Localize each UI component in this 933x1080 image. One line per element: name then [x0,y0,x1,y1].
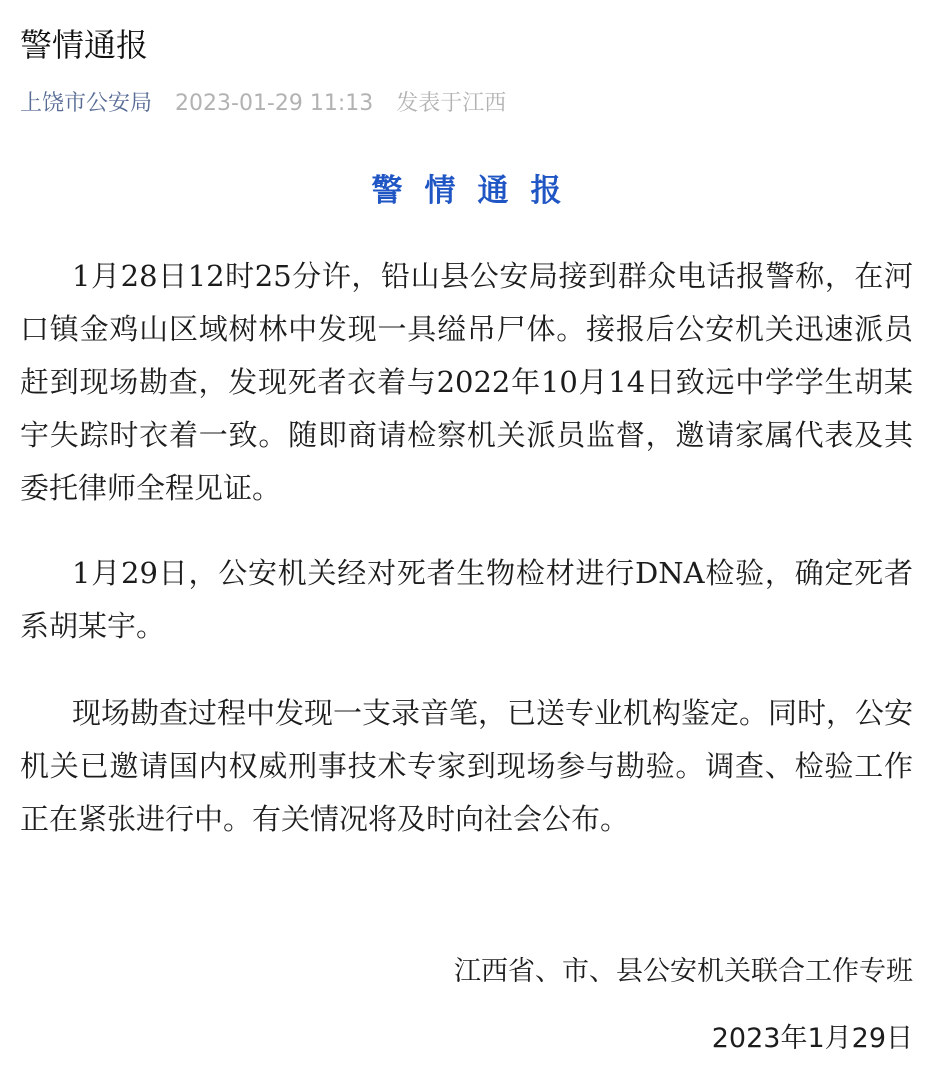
author-link[interactable]: 上饶市公安局 [20,91,153,116]
body-paragraph: 现场勘查过程中发现一支录音笔，已送专业机构鉴定。同时，公安机关已邀请国内权威刑事技术专家到现场参与勘验。调查、检验工作正在紧张进行中。有关情况将及时向社会公布。 [20,696,914,836]
body-paragraph: 1月28日12时25分许，铅山县公安局接到群众电话报警称，在河口镇金鸡山区域树林中发现一具缢吊尸体。接报后公安机关迅速派员赶到现场勘查，发现死者衣着与2022年10月14日致远中学学生胡某宇失踪时衣着一致。随即商请检察机关派员监督，邀请家属代表及其委托律师全程见证。 [20,259,913,505]
issuer-signature: 江西省、市、县公安机关联合工作专班 [454,956,913,987]
page-title: 警情通报 [20,26,149,64]
issue-date: 2023年1月29日 [711,1023,913,1054]
body-paragraph: 1月29日，公安机关经对死者生物检材进行DNA检验，确定死者系胡某宇。 [20,556,913,643]
publish-timestamp: 2023-01-29 11:13 [175,91,374,116]
article-meta [20,88,506,120]
publish-location: 发表于江西 [396,91,507,116]
notice-heading: 警情通报 [371,173,584,209]
